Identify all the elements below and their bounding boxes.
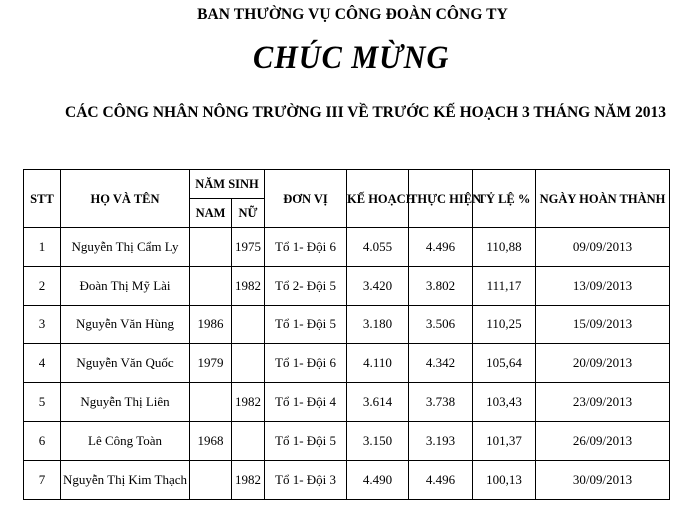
cell-name: Nguyễn Văn Hùng [61,305,190,344]
cell-unit: Tổ 1- Đội 5 [265,421,347,460]
cell-ratio: 110,25 [473,305,536,344]
cell-male: 1979 [190,344,232,383]
greeting-title: CHÚC MỪNG [253,40,450,76]
header-unit: ĐƠN VỊ [265,170,347,228]
document-subtitle: CÁC CÔNG NHÂN NÔNG TRƯỜNG III VỀ TRƯỚC KẾ HOẠCH 3 THÁNG NĂM 2013 [65,104,666,121]
cell-female [232,344,265,383]
table-row [24,460,670,499]
cell-plan: 4.055 [347,228,409,267]
header-male: NAM [190,199,232,228]
cell-stt: 7 [24,460,61,499]
header-completion-date: NGÀY HOÀN THÀNH [536,170,670,228]
cell-actual: 3.738 [409,383,473,422]
header-name: HỌ VÀ TÊN [61,170,190,228]
cell-male [190,383,232,422]
table-row [24,421,670,460]
cell-stt: 4 [24,344,61,383]
cell-female [232,305,265,344]
cell-ratio: 105,64 [473,344,536,383]
cell-date: 09/09/2013 [536,228,670,267]
cell-plan: 4.490 [347,460,409,499]
cell-date: 26/09/2013 [536,421,670,460]
cell-date: 13/09/2013 [536,266,670,305]
cell-plan: 3.150 [347,421,409,460]
cell-name: Nguyễn Thị Liên [61,383,190,422]
cell-actual: 3.193 [409,421,473,460]
header-birth-year: NĂM SINH [190,170,265,199]
cell-ratio: 111,17 [473,266,536,305]
cell-actual: 4.496 [409,460,473,499]
cell-female [232,421,265,460]
cell-actual: 3.506 [409,305,473,344]
cell-unit: Tổ 1- Đội 3 [265,460,347,499]
cell-name: Lê Công Toàn [61,421,190,460]
cell-male: 1986 [190,305,232,344]
cell-female: 1975 [232,228,265,267]
cell-plan: 4.110 [347,344,409,383]
cell-actual: 4.342 [409,344,473,383]
cell-stt: 1 [24,228,61,267]
cell-unit: Tổ 1- Đội 5 [265,305,347,344]
cell-date: 30/09/2013 [536,460,670,499]
cell-name: Nguyễn Thị Kim Thạch [61,460,190,499]
cell-date: 20/09/2013 [536,344,670,383]
header-actual: THỰC HIỆN [409,170,473,228]
cell-female: 1982 [232,266,265,305]
cell-stt: 5 [24,383,61,422]
cell-plan: 3.614 [347,383,409,422]
cell-male [190,228,232,267]
cell-female: 1982 [232,460,265,499]
cell-ratio: 103,43 [473,383,536,422]
cell-actual: 3.802 [409,266,473,305]
cell-male [190,460,232,499]
table-row [24,228,670,267]
cell-plan: 3.420 [347,266,409,305]
cell-unit: Tổ 1- Đội 6 [265,228,347,267]
table-row [24,266,670,305]
cell-male: 1968 [190,421,232,460]
cell-plan: 3.180 [347,305,409,344]
table-row [24,344,670,383]
cell-ratio: 100,13 [473,460,536,499]
cell-ratio: 110,88 [473,228,536,267]
cell-name: Nguyễn Văn Quốc [61,344,190,383]
header-female: NỮ [232,199,265,228]
header-stt: STT [24,170,61,228]
organization-title: BAN THƯỜNG VỤ CÔNG ĐOÀN CÔNG TY [197,6,508,23]
cell-female: 1982 [232,383,265,422]
cell-date: 15/09/2013 [536,305,670,344]
cell-actual: 4.496 [409,228,473,267]
cell-unit: Tổ 1- Đội 4 [265,383,347,422]
cell-unit: Tổ 2- Đội 5 [265,266,347,305]
cell-name: Nguyễn Thị Cẩm Ly [61,228,190,267]
table-row [24,305,670,344]
header-plan: KẾ HOẠCH [347,170,409,228]
cell-name: Đoàn Thị Mỹ Lài [61,266,190,305]
cell-unit: Tổ 1- Đội 6 [265,344,347,383]
header-ratio: TỶ LỆ % [473,170,536,228]
cell-stt: 2 [24,266,61,305]
cell-ratio: 101,37 [473,421,536,460]
cell-date: 23/09/2013 [536,383,670,422]
cell-stt: 3 [24,305,61,344]
workers-table [23,169,670,500]
cell-stt: 6 [24,421,61,460]
table-row [24,383,670,422]
cell-male [190,266,232,305]
